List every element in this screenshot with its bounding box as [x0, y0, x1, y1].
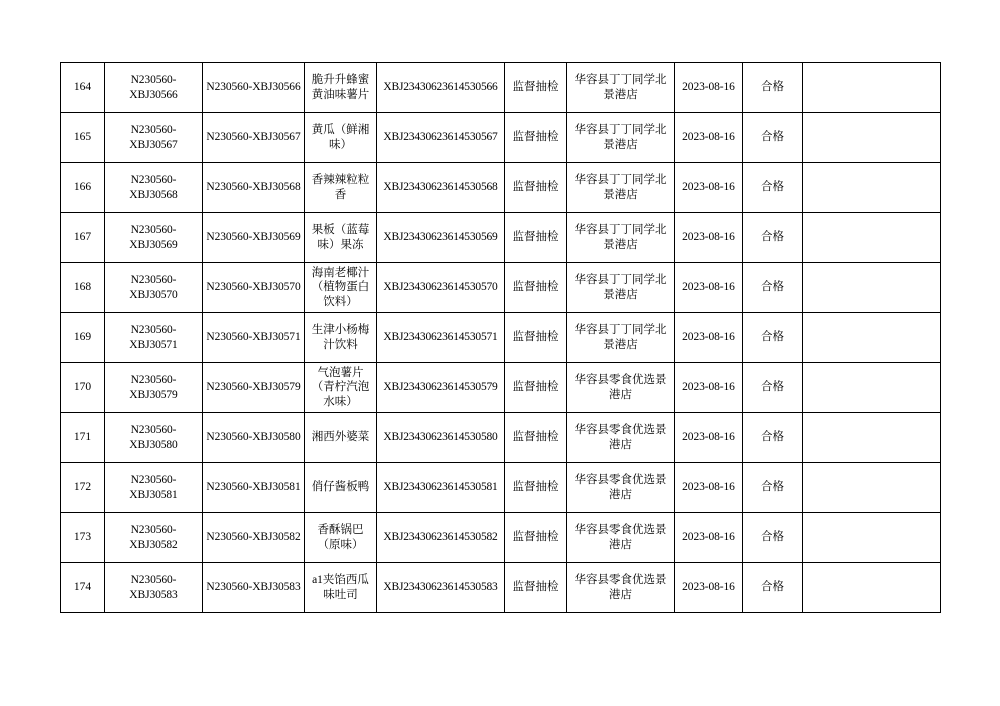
- cell-result: 合格: [743, 313, 803, 363]
- cell-index: 170: [61, 363, 105, 413]
- cell-sampling-date: 2023-08-16: [675, 113, 743, 163]
- cell-result: 合格: [743, 413, 803, 463]
- cell-inspection-type: 监督抽检: [505, 313, 567, 363]
- cell-report-code: N230560-XBJ30571: [203, 313, 305, 363]
- table-row: [61, 413, 941, 463]
- cell-sampling-date: 2023-08-16: [675, 513, 743, 563]
- cell-index: 166: [61, 163, 105, 213]
- cell-note: [803, 113, 941, 163]
- cell-sampling-date: 2023-08-16: [675, 363, 743, 413]
- table-row: [61, 363, 941, 413]
- table-row: [61, 113, 941, 163]
- cell-food-name: 俏仔酱板鸭: [305, 463, 377, 513]
- cell-sampling-code: N230560-XBJ30581: [105, 463, 203, 513]
- cell-sampling-code: N230560-XBJ30566: [105, 63, 203, 113]
- cell-inspection-type: 监督抽检: [505, 413, 567, 463]
- table-row: [61, 463, 941, 513]
- cell-index: 174: [61, 563, 105, 613]
- cell-food-name: 黄瓜（鲜湘味）: [305, 113, 377, 163]
- cell-sampling-code: N230560-XBJ30570: [105, 263, 203, 313]
- cell-note: [803, 163, 941, 213]
- cell-sampling-code: N230560-XBJ30569: [105, 213, 203, 263]
- table-body: [61, 63, 941, 613]
- cell-result: 合格: [743, 363, 803, 413]
- cell-sampling-date: 2023-08-16: [675, 313, 743, 363]
- cell-index: 172: [61, 463, 105, 513]
- cell-sample-number: XBJ23430623614530582: [377, 513, 505, 563]
- cell-report-code: N230560-XBJ30580: [203, 413, 305, 463]
- cell-sample-number: XBJ23430623614530583: [377, 563, 505, 613]
- cell-note: [803, 513, 941, 563]
- cell-inspection-type: 监督抽检: [505, 363, 567, 413]
- cell-food-name: 果板（蓝莓味）果冻: [305, 213, 377, 263]
- cell-result: 合格: [743, 113, 803, 163]
- cell-sampling-code: N230560-XBJ30582: [105, 513, 203, 563]
- cell-inspection-type: 监督抽检: [505, 513, 567, 563]
- cell-sampling-date: 2023-08-16: [675, 463, 743, 513]
- cell-sample-number: XBJ23430623614530570: [377, 263, 505, 313]
- cell-sampled-unit: 华容县丁丁同学北景港店: [567, 63, 675, 113]
- inspection-table-container: [60, 62, 940, 613]
- cell-sampled-unit: 华容县丁丁同学北景港店: [567, 113, 675, 163]
- table-row: [61, 263, 941, 313]
- cell-sampling-code: N230560-XBJ30580: [105, 413, 203, 463]
- cell-report-code: N230560-XBJ30570: [203, 263, 305, 313]
- cell-sampled-unit: 华容县零食优选景港店: [567, 413, 675, 463]
- cell-result: 合格: [743, 163, 803, 213]
- cell-result: 合格: [743, 63, 803, 113]
- cell-index: 169: [61, 313, 105, 363]
- cell-sample-number: XBJ23430623614530569: [377, 213, 505, 263]
- cell-note: [803, 463, 941, 513]
- cell-report-code: N230560-XBJ30567: [203, 113, 305, 163]
- cell-sample-number: XBJ23430623614530566: [377, 63, 505, 113]
- cell-sampling-date: 2023-08-16: [675, 163, 743, 213]
- cell-inspection-type: 监督抽检: [505, 63, 567, 113]
- table-row: [61, 563, 941, 613]
- cell-sample-number: XBJ23430623614530579: [377, 363, 505, 413]
- cell-food-name: 香酥锅巴（原味）: [305, 513, 377, 563]
- cell-sample-number: XBJ23430623614530581: [377, 463, 505, 513]
- cell-food-name: 湘西外婆菜: [305, 413, 377, 463]
- cell-sampling-date: 2023-08-16: [675, 213, 743, 263]
- cell-result: 合格: [743, 213, 803, 263]
- cell-index: 171: [61, 413, 105, 463]
- cell-sampling-code: N230560-XBJ30571: [105, 313, 203, 363]
- inspection-table: [60, 62, 941, 613]
- cell-report-code: N230560-XBJ30579: [203, 363, 305, 413]
- cell-report-code: N230560-XBJ30569: [203, 213, 305, 263]
- table-row: [61, 213, 941, 263]
- cell-food-name: 香辣辣粒粒香: [305, 163, 377, 213]
- cell-sampled-unit: 华容县丁丁同学北景港店: [567, 163, 675, 213]
- cell-sampled-unit: 华容县零食优选景港店: [567, 513, 675, 563]
- cell-sample-number: XBJ23430623614530580: [377, 413, 505, 463]
- cell-sampling-date: 2023-08-16: [675, 413, 743, 463]
- cell-inspection-type: 监督抽检: [505, 113, 567, 163]
- cell-sample-number: XBJ23430623614530571: [377, 313, 505, 363]
- cell-sampling-code: N230560-XBJ30567: [105, 113, 203, 163]
- cell-report-code: N230560-XBJ30568: [203, 163, 305, 213]
- cell-result: 合格: [743, 513, 803, 563]
- cell-food-name: 气泡薯片（青柠汽泡水味）: [305, 363, 377, 413]
- cell-sampled-unit: 华容县零食优选景港店: [567, 563, 675, 613]
- cell-note: [803, 413, 941, 463]
- cell-note: [803, 263, 941, 313]
- cell-sampled-unit: 华容县零食优选景港店: [567, 463, 675, 513]
- cell-note: [803, 213, 941, 263]
- cell-sampling-date: 2023-08-16: [675, 263, 743, 313]
- cell-food-name: a1夹馅西瓜味吐司: [305, 563, 377, 613]
- cell-inspection-type: 监督抽检: [505, 463, 567, 513]
- cell-index: 167: [61, 213, 105, 263]
- cell-note: [803, 313, 941, 363]
- table-row: [61, 63, 941, 113]
- cell-result: 合格: [743, 263, 803, 313]
- cell-report-code: N230560-XBJ30582: [203, 513, 305, 563]
- cell-sampled-unit: 华容县丁丁同学北景港店: [567, 263, 675, 313]
- cell-food-name: 生津小杨梅汁饮料: [305, 313, 377, 363]
- cell-index: 168: [61, 263, 105, 313]
- table-row: [61, 513, 941, 563]
- cell-sampled-unit: 华容县零食优选景港店: [567, 363, 675, 413]
- cell-sample-number: XBJ23430623614530567: [377, 113, 505, 163]
- cell-inspection-type: 监督抽检: [505, 263, 567, 313]
- cell-report-code: N230560-XBJ30583: [203, 563, 305, 613]
- cell-report-code: N230560-XBJ30566: [203, 63, 305, 113]
- cell-note: [803, 563, 941, 613]
- cell-sampling-code: N230560-XBJ30583: [105, 563, 203, 613]
- cell-inspection-type: 监督抽检: [505, 213, 567, 263]
- cell-sample-number: XBJ23430623614530568: [377, 163, 505, 213]
- cell-sampled-unit: 华容县丁丁同学北景港店: [567, 313, 675, 363]
- cell-sampling-code: N230560-XBJ30579: [105, 363, 203, 413]
- cell-index: 173: [61, 513, 105, 563]
- cell-note: [803, 63, 941, 113]
- cell-inspection-type: 监督抽检: [505, 563, 567, 613]
- table-row: [61, 313, 941, 363]
- cell-inspection-type: 监督抽检: [505, 163, 567, 213]
- cell-sampling-date: 2023-08-16: [675, 63, 743, 113]
- cell-food-name: 脆升升蜂蜜黄油味薯片: [305, 63, 377, 113]
- cell-food-name: 海南老椰汁（植物蛋白饮料）: [305, 263, 377, 313]
- cell-sampling-code: N230560-XBJ30568: [105, 163, 203, 213]
- cell-note: [803, 363, 941, 413]
- cell-result: 合格: [743, 463, 803, 513]
- cell-report-code: N230560-XBJ30581: [203, 463, 305, 513]
- cell-result: 合格: [743, 563, 803, 613]
- cell-sampling-date: 2023-08-16: [675, 563, 743, 613]
- cell-index: 165: [61, 113, 105, 163]
- table-row: [61, 163, 941, 213]
- cell-index: 164: [61, 63, 105, 113]
- cell-sampled-unit: 华容县丁丁同学北景港店: [567, 213, 675, 263]
